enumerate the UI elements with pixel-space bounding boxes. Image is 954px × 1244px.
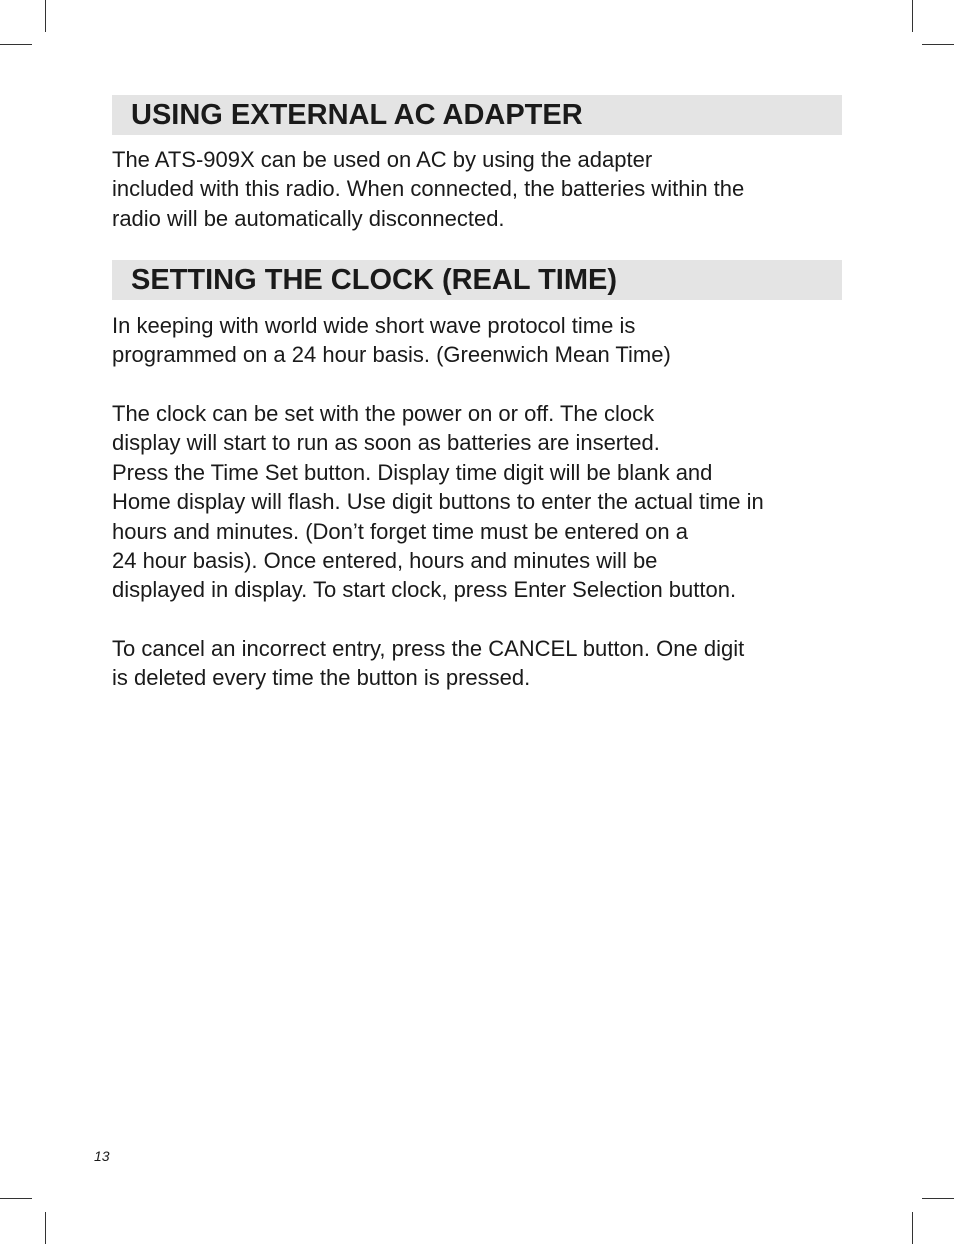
crop-mark-bottom-left-horizontal xyxy=(0,1198,32,1199)
text-line: 24 hour basis). Once entered, hours and minutes will be xyxy=(112,548,658,574)
section-heading-setting-clock: SETTING THE CLOCK (REAL TIME) xyxy=(112,260,842,300)
text-line: The ATS-909X can be used on AC by using the adapter xyxy=(112,147,653,172)
crop-mark-bottom-left-vertical xyxy=(45,1212,46,1244)
text-line: display will start to run as soon as batteries are inserted. xyxy=(112,430,660,456)
paragraph-clock-protocol xyxy=(112,311,847,370)
crop-mark-bottom-right-horizontal xyxy=(922,1198,954,1199)
text-line: To cancel an incorrect entry, press the CANCEL button. One digit xyxy=(112,636,745,661)
text-line: Home display will flash. Use digit buttons to enter the actual time in xyxy=(112,489,764,515)
section-heading-ac-adapter: USING EXTERNAL AC ADAPTER xyxy=(112,95,842,135)
crop-mark-bottom-right-vertical xyxy=(912,1212,913,1244)
text-line: Press the Time Set button. Display time digit will be blank and xyxy=(112,459,713,485)
paragraph-cancel-entry xyxy=(112,634,847,693)
text-line: programmed on a 24 hour basis. (Greenwich Mean Time) xyxy=(112,342,671,368)
text-line: In keeping with world wide short wave protocol time is xyxy=(112,313,636,338)
text-line: included with this radio. When connected, the batteries within the xyxy=(112,176,745,202)
page-number: 13 xyxy=(94,1148,110,1164)
crop-mark-top-right-horizontal xyxy=(922,44,954,45)
crop-mark-top-left-vertical xyxy=(45,0,46,32)
text-line: radio will be automatically disconnected. xyxy=(112,205,505,231)
text-line: is deleted every time the button is pressed. xyxy=(112,665,531,691)
crop-mark-top-right-vertical xyxy=(912,0,913,32)
paragraph-clock-instructions xyxy=(112,399,847,605)
text-line: The clock can be set with the power on or off. The clock xyxy=(112,401,655,426)
paragraph-ac-adapter xyxy=(112,145,847,233)
crop-mark-top-left-horizontal xyxy=(0,44,32,45)
text-line: displayed in display. To start clock, press Enter Selection button. xyxy=(112,577,737,603)
text-line: hours and minutes. (Don’t forget time must be entered on a xyxy=(112,518,688,544)
